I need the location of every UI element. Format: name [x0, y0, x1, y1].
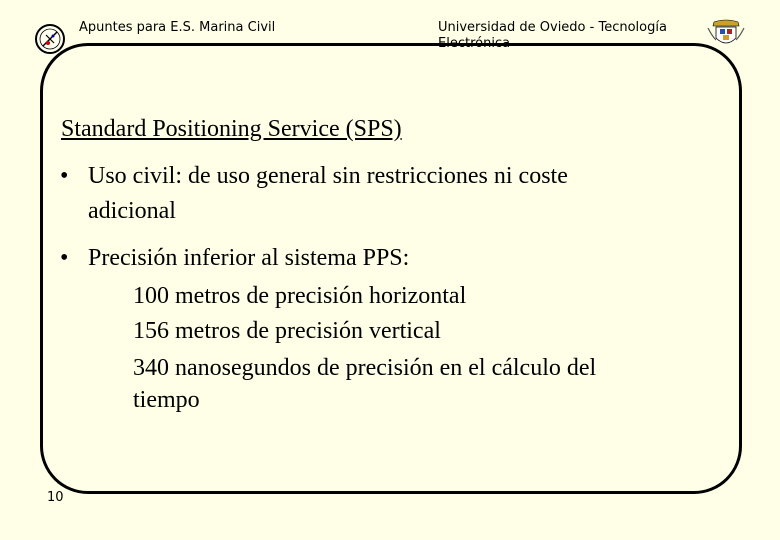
header-left-text: Apuntes para E.S. Marina Civil — [79, 20, 276, 35]
bullet-text-line: Precisión inferior al sistema PPS: — [88, 245, 410, 271]
sub-item: 100 metros de precisión horizontal — [133, 283, 467, 309]
bullet-text-line: Uso civil: de uso general sin restricciones ni coste — [88, 163, 568, 189]
sub-item: 340 nanosegundos de precisión en el cálculo del — [133, 355, 597, 381]
bullet-text-line: adicional — [88, 198, 176, 224]
header-right-text: Universidad de Oviedo - Tecnología Electrónica — [438, 20, 667, 51]
bullet-marker: • — [60, 245, 69, 271]
page-number: 10 — [47, 490, 64, 505]
sub-item: tiempo — [133, 387, 200, 413]
bullet-marker: • — [60, 163, 69, 189]
sub-item: 156 metros de precisión vertical — [133, 318, 441, 344]
university-crest-icon — [706, 18, 746, 50]
slide-title: Standard Positioning Service (SPS) — [61, 116, 402, 142]
